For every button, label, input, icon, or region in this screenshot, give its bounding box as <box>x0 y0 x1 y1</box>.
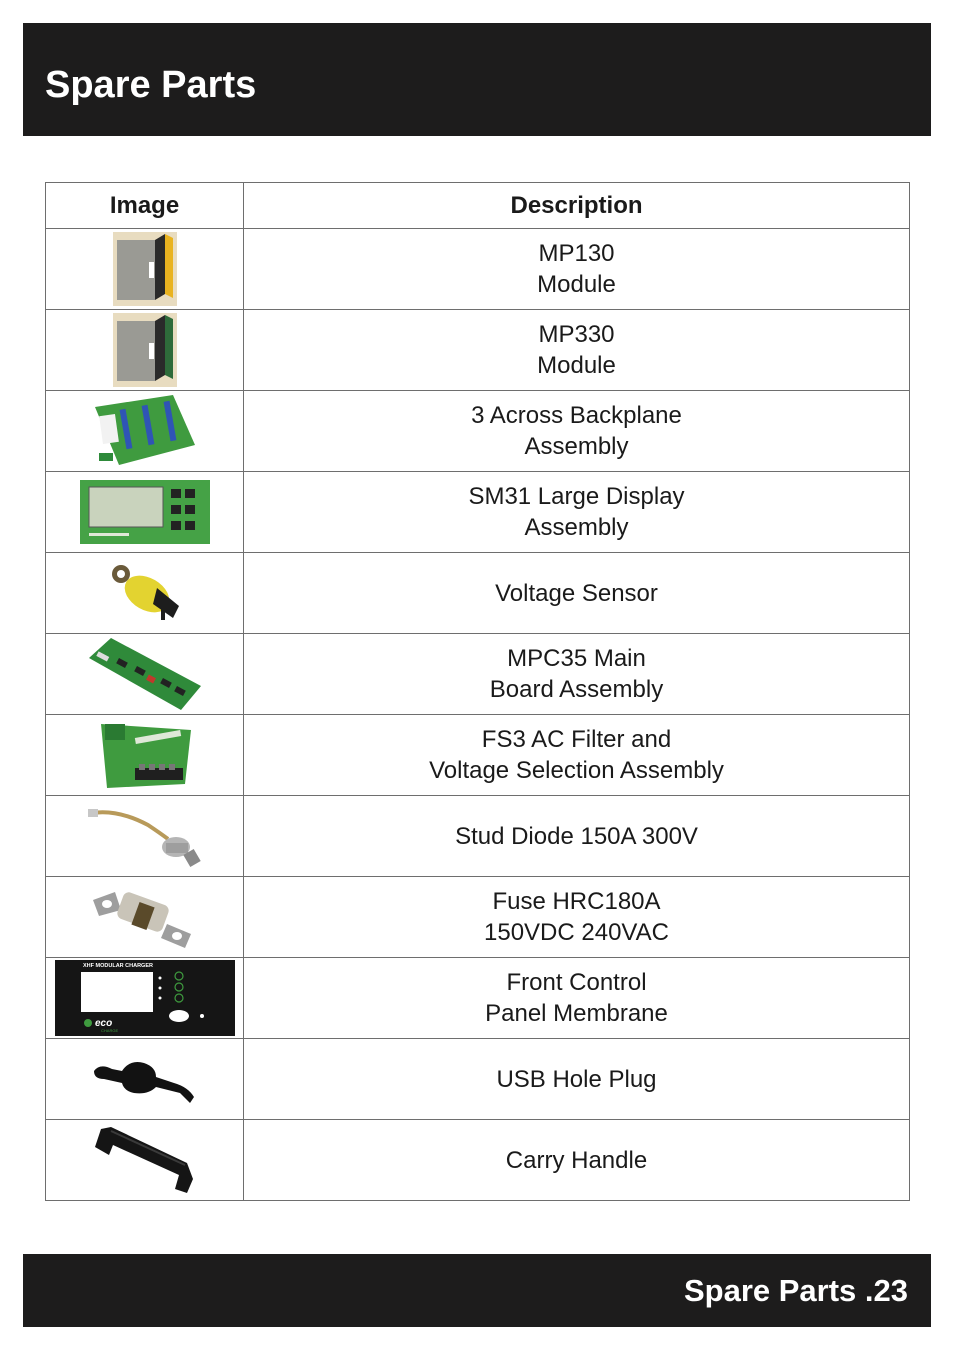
description-cell <box>244 472 910 553</box>
part-description: USB Hole Plug <box>496 1065 657 1093</box>
description-cell <box>244 1120 910 1201</box>
image-cell <box>46 796 244 877</box>
part-description: MP130 Module <box>537 240 616 298</box>
table-row <box>46 553 910 634</box>
usb-hole-plug-photo <box>90 1053 200 1105</box>
image-cell <box>46 877 244 958</box>
table-row <box>46 472 910 553</box>
part-description: MP330 Module <box>537 321 616 379</box>
carry-handle-photo <box>91 1123 199 1197</box>
image-cell <box>46 391 244 472</box>
image-cell <box>46 1039 244 1120</box>
part-description: Stud Diode 150A 300V <box>455 822 698 850</box>
main-board-photo <box>87 636 203 712</box>
description-cell <box>244 796 910 877</box>
table-header-row <box>46 183 910 229</box>
image-cell <box>46 472 244 553</box>
description-cell <box>244 877 910 958</box>
stud-diode-photo <box>88 803 202 869</box>
panel-model-label: XHF MODULAR CHARGER <box>82 963 153 969</box>
table-row <box>46 634 910 715</box>
table-row <box>46 1120 910 1201</box>
column-header-description: Description <box>244 183 910 229</box>
voltage-sensor-photo <box>107 562 183 624</box>
table-row <box>46 229 910 310</box>
image-cell <box>46 634 244 715</box>
image-cell <box>46 310 244 391</box>
part-description: 3 Across Backplane Assembly <box>471 402 682 460</box>
display-board-photo <box>79 479 211 545</box>
description-cell <box>244 553 910 634</box>
table-row <box>46 1039 910 1120</box>
part-description: SM31 Large Display Assembly <box>468 483 685 541</box>
front-panel-membrane-photo <box>55 960 235 1036</box>
image-cell <box>46 715 244 796</box>
image-cell <box>46 1120 244 1201</box>
part-description: Carry Handle <box>505 1146 648 1174</box>
table-row <box>46 958 910 1039</box>
part-description: Fuse HRC180A 150VDC 240VAC <box>484 888 669 946</box>
filter-board-photo <box>95 718 195 792</box>
table-row <box>46 796 910 877</box>
description-cell <box>244 958 910 1039</box>
panel-brand-label: eco <box>94 1018 112 1029</box>
image-cell <box>46 229 244 310</box>
table-row <box>46 715 910 796</box>
part-description: FS3 AC Filter and Voltage Selection Assembly <box>429 726 724 784</box>
image-cell <box>46 958 244 1039</box>
panel-brand-sub-label: CHARGE <box>100 1028 118 1033</box>
table-row <box>46 391 910 472</box>
description-cell <box>244 634 910 715</box>
footer-bar <box>23 1254 931 1327</box>
description-cell <box>244 229 910 310</box>
mp130-module-photo <box>113 232 177 306</box>
spare-parts-table <box>45 182 910 1201</box>
fuse-photo <box>91 884 199 950</box>
backplane-board-photo <box>93 393 197 469</box>
description-cell <box>244 1039 910 1120</box>
part-description: MPC35 Main Board Assembly <box>489 645 664 703</box>
description-cell <box>244 715 910 796</box>
description-cell <box>244 310 910 391</box>
page-title: Spare Parts <box>45 64 257 106</box>
table-row <box>46 877 910 958</box>
header-bar <box>23 23 931 136</box>
mp330-module-photo <box>113 313 177 387</box>
description-cell <box>244 391 910 472</box>
page-number-label: Spare Parts .23 <box>683 1273 908 1308</box>
table-row <box>46 310 910 391</box>
part-description: Front Control Panel Membrane <box>485 969 668 1027</box>
column-header-image: Image <box>46 183 244 229</box>
image-cell <box>46 553 244 634</box>
part-description: Voltage Sensor <box>495 579 658 607</box>
